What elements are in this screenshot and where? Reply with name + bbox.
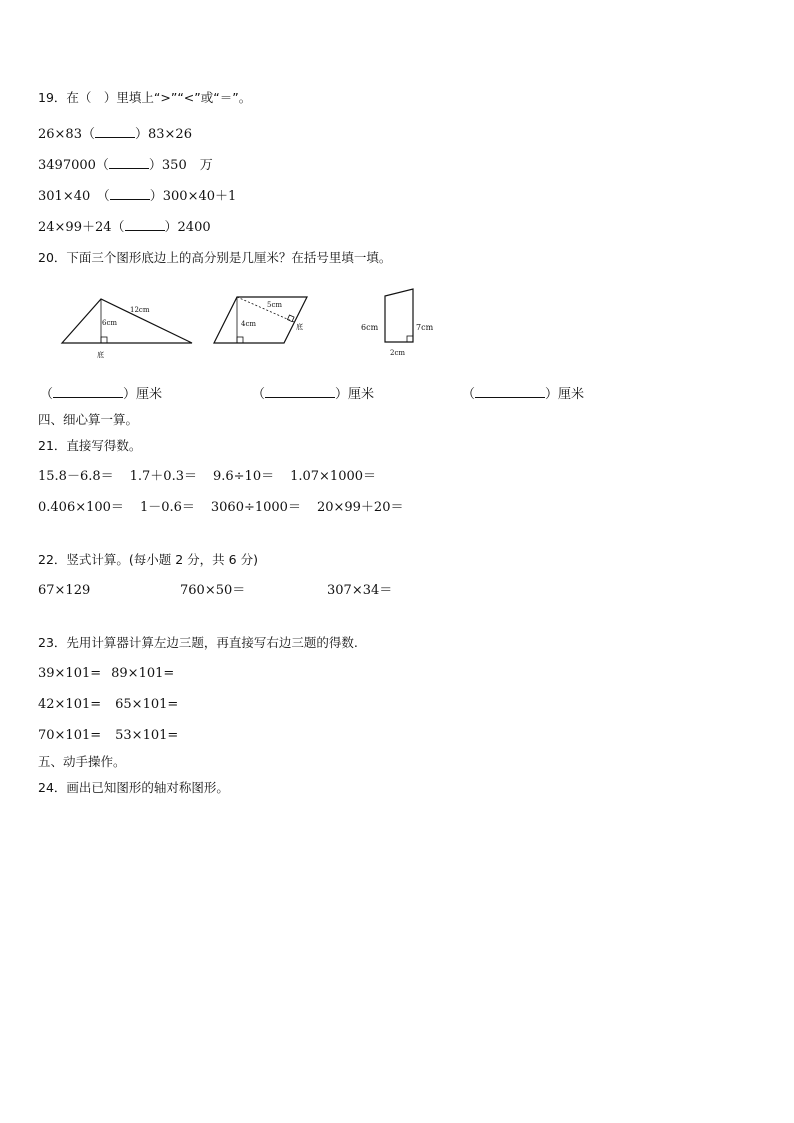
q21-title: 21．直接写得数。 xyxy=(38,438,142,453)
q19-item-4: 24×99＋24（ ）2400 xyxy=(38,220,211,235)
section-4-heading: 四、细心算一算。 xyxy=(38,412,139,427)
q19-item-2: 3497000（ ）350 万 xyxy=(38,158,213,173)
triangle-height-label: 6cm xyxy=(102,319,118,327)
triangle-side-label: 12cm xyxy=(130,306,150,314)
section-5-heading: 五、动手操作。 xyxy=(38,754,126,769)
q21-row-2 xyxy=(38,500,419,516)
q23-row-1: 39×101= 89×101= xyxy=(38,666,175,681)
calc-item: 20×99＋20＝ xyxy=(316,500,404,515)
calc-item: 1.07×1000＝ xyxy=(290,469,377,484)
calc-item: 3060÷1000＝ xyxy=(210,500,301,515)
triangle-base-label: 底 xyxy=(97,351,104,359)
calc-item: 15.8－6.8＝ xyxy=(38,469,114,484)
trapezoid-bottom-label: 2cm xyxy=(390,349,406,357)
q20-answer-2: （ ）厘米 xyxy=(252,387,375,402)
q24-title: 24．画出已知图形的轴对称图形。 xyxy=(38,780,229,795)
q22-item-2: 760×50＝ xyxy=(180,583,246,598)
answer-blank[interactable] xyxy=(53,385,123,398)
answer-blank[interactable] xyxy=(125,218,165,231)
calc-item: 1－0.6＝ xyxy=(139,500,195,515)
parallelogram-base-label: 底 xyxy=(296,323,303,331)
triangle-figure xyxy=(62,299,192,343)
q21-row-1 xyxy=(38,469,392,485)
q22-item-1: 67×129 xyxy=(38,583,91,598)
q23-row-2: 42×101= 65×101= xyxy=(38,697,179,712)
q23-title: 23．先用计算器计算左边三题，再直接写右边三题的得数. xyxy=(38,635,358,650)
answer-blank[interactable] xyxy=(475,385,545,398)
trapezoid-left-label: 6cm xyxy=(361,323,379,332)
answer-blank[interactable] xyxy=(95,125,135,138)
q19-item-3: 301×40 （ ）300×40＋1 xyxy=(38,189,237,204)
q20-answer-3: （ ）厘米 xyxy=(462,387,585,402)
q20-answer-1: （ ）厘米 xyxy=(40,387,163,402)
answer-blank[interactable] xyxy=(109,156,149,169)
q19-title: 19．在（ ）里填上“>”“<”或“＝”。 xyxy=(38,90,252,105)
answer-blank[interactable] xyxy=(110,187,150,200)
parallelogram-height-label: 4cm xyxy=(241,320,257,328)
trapezoid-figure xyxy=(385,289,413,342)
parallelogram-figure xyxy=(214,297,307,343)
calc-item: 1.7＋0.3＝ xyxy=(129,469,197,484)
q20-figures xyxy=(0,285,794,365)
q22-item-3: 307×34＝ xyxy=(327,583,393,598)
parallelogram-slant-label: 5cm xyxy=(267,301,283,309)
answer-blank[interactable] xyxy=(265,385,335,398)
calc-item: 0.406×100＝ xyxy=(38,500,124,515)
calc-item: 9.6÷10＝ xyxy=(212,469,275,484)
q20-title: 20．下面三个图形底边上的高分别是几厘米？在括号里填一填。 xyxy=(38,250,392,265)
q23-row-3: 70×101= 53×101= xyxy=(38,728,179,743)
q22-title: 22．竖式计算。(每小题 2 分，共 6 分) xyxy=(38,552,258,567)
trapezoid-right-label: 7cm xyxy=(416,323,434,332)
q19-item-1: 26×83（ ）83×26 xyxy=(38,127,192,142)
